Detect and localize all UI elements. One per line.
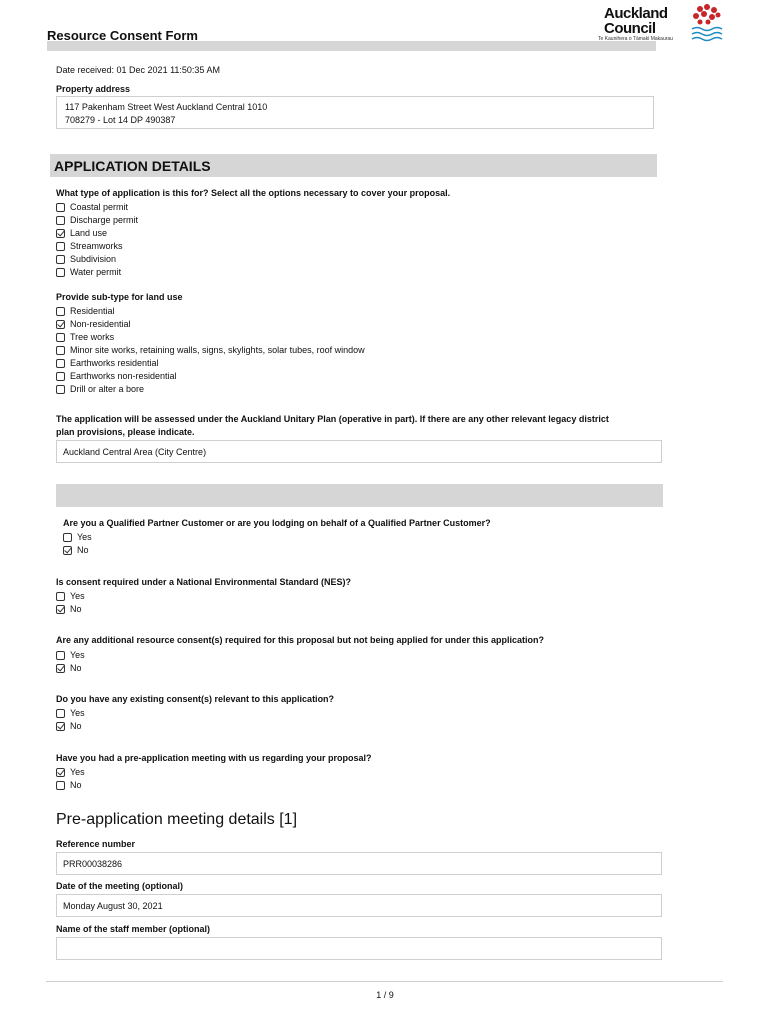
checkbox-option-label: Yes bbox=[70, 650, 85, 660]
additional-consents-options bbox=[56, 649, 85, 675]
checkbox-option-label: Residential bbox=[70, 306, 115, 316]
question-nes: Is consent required under a National Environmental Standard (NES)? bbox=[56, 577, 352, 587]
plan-provisions-field[interactable] bbox=[56, 440, 662, 463]
application-type-question: What type of application is this for? Select all the options necessary to cover your proposal. bbox=[56, 188, 451, 198]
staff-member-field[interactable] bbox=[56, 937, 662, 960]
footer-divider bbox=[46, 981, 723, 982]
checkbox-option-label: Water permit bbox=[70, 267, 122, 277]
checkbox-unchecked-icon[interactable] bbox=[63, 533, 72, 542]
checkbox-option[interactable] bbox=[63, 531, 92, 544]
checkbox-option-label: Tree works bbox=[70, 332, 115, 342]
reference-number-value: PRR00038286 bbox=[63, 859, 123, 869]
blank-section-bar bbox=[56, 484, 663, 507]
application-details-section bbox=[50, 154, 657, 177]
checkbox-option[interactable] bbox=[56, 253, 138, 266]
checkbox-option-label: Yes bbox=[70, 767, 85, 777]
checkbox-option-label: Non-residential bbox=[70, 319, 131, 329]
checkbox-option[interactable] bbox=[56, 370, 365, 383]
checkbox-option-label: Earthworks residential bbox=[70, 358, 159, 368]
checkbox-option[interactable] bbox=[56, 318, 365, 331]
checkbox-checked-icon[interactable] bbox=[56, 664, 65, 673]
staff-member-label: Name of the staff member (optional) bbox=[56, 924, 211, 934]
checkbox-checked-icon[interactable] bbox=[56, 722, 65, 731]
checkbox-option[interactable] bbox=[56, 357, 365, 370]
checkbox-unchecked-icon[interactable] bbox=[56, 268, 65, 277]
checkbox-unchecked-icon[interactable] bbox=[56, 307, 65, 316]
checkbox-option-label: No bbox=[70, 604, 82, 614]
checkbox-option[interactable] bbox=[56, 266, 138, 279]
reference-number-label: Reference number bbox=[56, 839, 136, 849]
checkbox-option-label: Yes bbox=[70, 591, 85, 601]
checkbox-option-label: No bbox=[70, 663, 82, 673]
checkbox-option[interactable] bbox=[56, 649, 85, 662]
checkbox-option[interactable] bbox=[56, 383, 365, 396]
checkbox-option-label: Coastal permit bbox=[70, 202, 129, 212]
checkbox-option[interactable] bbox=[56, 240, 138, 253]
preapp-meeting-options bbox=[56, 766, 85, 792]
page-number: 1 / 9 bbox=[376, 990, 394, 1000]
checkbox-checked-icon[interactable] bbox=[56, 605, 65, 614]
checkbox-option[interactable] bbox=[56, 603, 85, 616]
checkbox-option-label: Land use bbox=[70, 228, 108, 238]
section-title: APPLICATION DETAILS bbox=[54, 158, 211, 174]
checkbox-option[interactable] bbox=[56, 201, 138, 214]
checkbox-option[interactable] bbox=[63, 544, 92, 557]
council-logo bbox=[596, 2, 726, 44]
checkbox-option[interactable] bbox=[56, 662, 85, 675]
checkbox-unchecked-icon[interactable] bbox=[56, 709, 65, 718]
question-existing-consents: Do you have any existing consent(s) relevant to this application? bbox=[56, 694, 335, 704]
checkbox-option[interactable] bbox=[56, 344, 365, 357]
question-qualified-partner: Are you a Qualified Partner Customer or are you lodging on behalf of a Qualified Partner Customer? bbox=[63, 518, 491, 528]
checkbox-option-label: Yes bbox=[77, 532, 92, 542]
checkbox-option-label: No bbox=[77, 545, 89, 555]
meeting-date-value: Monday August 30, 2021 bbox=[63, 901, 163, 911]
checkbox-checked-icon[interactable] bbox=[63, 546, 72, 555]
checkbox-option[interactable] bbox=[56, 766, 85, 779]
logo-tagline: Te Kaunihera o Tāmaki Makaurau bbox=[598, 36, 673, 42]
property-address-label: Property address bbox=[56, 84, 131, 94]
checkbox-option[interactable] bbox=[56, 590, 85, 603]
checkbox-option-label: Drill or alter a bore bbox=[70, 384, 145, 394]
checkbox-unchecked-icon[interactable] bbox=[56, 359, 65, 368]
checkbox-option[interactable] bbox=[56, 305, 365, 318]
plan-question-line2: plan provisions, please indicate. bbox=[56, 427, 195, 437]
checkbox-option[interactable] bbox=[56, 707, 85, 720]
checkbox-checked-icon[interactable] bbox=[56, 320, 65, 329]
checkbox-option[interactable] bbox=[56, 720, 85, 733]
checkbox-unchecked-icon[interactable] bbox=[56, 346, 65, 355]
meeting-date-field[interactable] bbox=[56, 894, 662, 917]
subtype-question: Provide sub-type for land use bbox=[56, 292, 183, 302]
checkbox-unchecked-icon[interactable] bbox=[56, 203, 65, 212]
checkbox-option-label: Subdivision bbox=[70, 254, 117, 264]
checkbox-option[interactable] bbox=[56, 779, 85, 792]
checkbox-unchecked-icon[interactable] bbox=[56, 333, 65, 342]
checkbox-unchecked-icon[interactable] bbox=[56, 216, 65, 225]
address-line-2: 708279 - Lot 14 DP 490387 bbox=[65, 115, 176, 125]
page-title: Resource Consent Form bbox=[47, 28, 198, 43]
checkbox-option-label: Earthworks non-residential bbox=[70, 371, 177, 381]
checkbox-unchecked-icon[interactable] bbox=[56, 255, 65, 264]
plan-question-line1: The application will be assessed under the Auckland Unitary Plan (operative in part). If there are any other relevant legacy district bbox=[56, 414, 609, 424]
date-received: Date received: 01 Dec 2021 11:50:35 AM bbox=[56, 65, 220, 75]
checkbox-option[interactable] bbox=[56, 227, 138, 240]
checkbox-unchecked-icon[interactable] bbox=[56, 651, 65, 660]
checkbox-unchecked-icon[interactable] bbox=[56, 781, 65, 790]
checkbox-unchecked-icon[interactable] bbox=[56, 372, 65, 381]
checkbox-option-label: Minor site works, retaining walls, signs, skylights, solar tubes, roof window bbox=[70, 345, 365, 355]
subtype-options bbox=[56, 305, 365, 396]
checkbox-option-label: Streamworks bbox=[70, 241, 123, 251]
checkbox-checked-icon[interactable] bbox=[56, 229, 65, 238]
reference-number-field[interactable] bbox=[56, 852, 662, 875]
logo-line2: Council bbox=[604, 20, 656, 37]
checkbox-option[interactable] bbox=[56, 331, 365, 344]
plan-provisions-value: Auckland Central Area (City Centre) bbox=[63, 447, 207, 457]
checkbox-option-label: Discharge permit bbox=[70, 215, 139, 225]
meeting-date-label: Date of the meeting (optional) bbox=[56, 881, 183, 891]
checkbox-option-label: No bbox=[70, 780, 82, 790]
preapp-heading: Pre-application meeting details [1] bbox=[56, 811, 298, 828]
question-preapp-meeting: Have you had a pre-application meeting with us regarding your proposal? bbox=[56, 753, 372, 763]
checkbox-option-label: Yes bbox=[70, 708, 85, 718]
existing-consents-options bbox=[56, 707, 85, 733]
checkbox-option[interactable] bbox=[56, 214, 138, 227]
checkbox-option-label: No bbox=[70, 721, 82, 731]
nes-options bbox=[56, 590, 85, 616]
application-type-options bbox=[56, 201, 138, 279]
checkbox-checked-icon[interactable] bbox=[56, 768, 65, 777]
logo-line1: Auckland bbox=[604, 5, 668, 22]
checkbox-unchecked-icon[interactable] bbox=[56, 385, 65, 394]
property-address-field bbox=[56, 96, 654, 129]
address-line-1: 117 Pakenham Street West Auckland Central 1010 bbox=[65, 102, 268, 112]
checkbox-unchecked-icon[interactable] bbox=[56, 242, 65, 251]
checkbox-unchecked-icon[interactable] bbox=[56, 592, 65, 601]
question-additional-consents: Are any additional resource consent(s) required for this proposal but not being applied for under this application? bbox=[56, 635, 545, 645]
qualified-partner-options bbox=[63, 531, 92, 557]
